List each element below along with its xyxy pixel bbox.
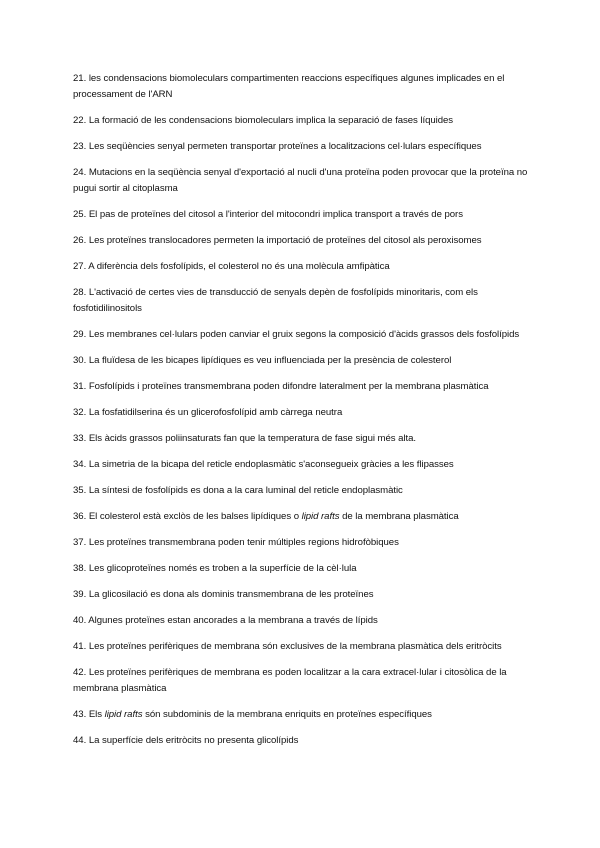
question-number: 39. xyxy=(73,589,87,600)
question-number: 29. xyxy=(73,329,87,340)
question-number: 27. xyxy=(73,261,87,272)
question-number: 23. xyxy=(73,141,87,152)
question-number: 36. xyxy=(73,511,87,522)
question-number: 35. xyxy=(73,485,87,496)
question-item xyxy=(73,639,533,655)
question-item xyxy=(73,285,533,317)
question-item xyxy=(73,483,533,499)
question-text: Les proteïnes translocadores permeten la importació de proteïnes del citosol als peroxisomes xyxy=(88,235,482,246)
question-number: 37. xyxy=(73,537,87,548)
question-item xyxy=(73,233,533,249)
question-text: L'activació de certes vies de transducció de senyals depèn de fosfolípids minoritaris, com els fosfotidilinositols xyxy=(73,287,478,314)
question-number: 31. xyxy=(73,381,87,392)
question-text: La síntesi de fosfolípids es dona a la cara luminal del reticle endoplasmàtic xyxy=(88,485,403,496)
question-text: La formació de les condensacions biomoleculars implica la separació de fases líquides xyxy=(88,115,454,126)
question-text: les condensacions biomoleculars compartimenten reaccions específiques algunes implicades en el processament de l'ARN xyxy=(73,73,505,100)
question-text: Els àcids grassos poliinsaturats fan que la temperatura de fase sigui més alta. xyxy=(88,433,417,444)
question-item xyxy=(73,535,533,551)
question-item xyxy=(73,733,533,749)
question-item xyxy=(73,707,533,723)
question-text-italic: lipid rafts xyxy=(301,511,340,522)
question-item xyxy=(73,71,533,103)
question-text: La fluïdesa de les bicapes lipídiques es veu influenciada per la presència de colesterol xyxy=(88,355,452,366)
question-text: Les proteïnes perifèriques de membrana són exclusives de la membrana plasmàtica dels eritròcits xyxy=(88,641,502,652)
question-number: 34. xyxy=(73,459,87,470)
question-text-before: Els xyxy=(88,709,105,720)
question-item xyxy=(73,139,533,155)
question-item xyxy=(73,561,533,577)
question-text-italic: lipid rafts xyxy=(104,709,143,720)
question-text: Les proteïnes perifèriques de membrana es poden localitzar a la cara extracel·lular i citosòlica de la membrana plasmàtica xyxy=(73,667,507,694)
question-item xyxy=(73,327,533,343)
question-item xyxy=(73,405,533,421)
question-text: El pas de proteïnes del citosol a l'interior del mitocondri implica transport a través de pors xyxy=(88,209,463,220)
question-number: 41. xyxy=(73,641,87,652)
question-text-after: són subdominis de la membrana enriquits en proteïnes específiques xyxy=(142,709,432,720)
question-number: 44. xyxy=(73,735,87,746)
question-text-before: El colesterol està exclòs de les balses lipídiques o xyxy=(88,511,302,522)
question-text: La glicosilació es dona als dominis transmembrana de les proteïnes xyxy=(88,589,374,600)
question-number: 33. xyxy=(73,433,87,444)
question-number: 24. xyxy=(73,167,87,178)
question-item xyxy=(73,509,533,525)
question-text: Les membranes cel·lulars poden canviar el gruix segons la composició d'àcids grassos dels fosfolípids xyxy=(88,329,520,340)
question-text: La fosfatidilserina és un glicerofosfolípid amb càrrega neutra xyxy=(88,407,343,418)
question-list xyxy=(73,71,533,759)
question-number: 28. xyxy=(73,287,87,298)
question-text: A diferència dels fosfolípids, el colesterol no és una molècula amfipàtica xyxy=(88,261,390,272)
question-number: 26. xyxy=(73,235,87,246)
question-number: 21. xyxy=(73,73,87,84)
question-number: 25. xyxy=(73,209,87,220)
question-item xyxy=(73,665,533,697)
question-number: 40. xyxy=(73,615,87,626)
question-number: 42. xyxy=(73,667,87,678)
question-item xyxy=(73,379,533,395)
question-text: La superfície dels eritròcits no presenta glicolípids xyxy=(88,735,299,746)
question-number: 38. xyxy=(73,563,87,574)
question-text: Fosfolípids i proteïnes transmembrana poden difondre lateralment per la membrana plasmàtica xyxy=(88,381,489,392)
question-text: Les seqüències senyal permeten transportar proteïnes a localitzacions cel·lulars específiques xyxy=(88,141,482,152)
question-item xyxy=(73,457,533,473)
question-item xyxy=(73,207,533,223)
question-text: Les glicoproteïnes només es troben a la superfície de la cèl·lula xyxy=(88,563,357,574)
question-text: La simetria de la bicapa del reticle endoplasmàtic s'aconsegueix gràcies a les flipasses xyxy=(88,459,454,470)
question-item xyxy=(73,613,533,629)
question-item xyxy=(73,431,533,447)
question-number: 43. xyxy=(73,709,87,720)
question-item xyxy=(73,165,533,197)
question-item xyxy=(73,353,533,369)
question-item xyxy=(73,587,533,603)
question-text: Algunes proteïnes estan ancorades a la membrana a través de lípids xyxy=(88,615,378,626)
question-text: Les proteïnes transmembrana poden tenir múltiples regions hidrofòbiques xyxy=(88,537,399,548)
question-text: Mutacions en la seqüència senyal d'exportació al nucli d'una proteïna poden provocar que la proteïna no pugui sortir al citoplasma xyxy=(73,167,528,194)
question-number: 30. xyxy=(73,355,87,366)
question-item xyxy=(73,259,533,275)
question-item xyxy=(73,113,533,129)
question-number: 32. xyxy=(73,407,87,418)
question-number: 22. xyxy=(73,115,87,126)
question-text-after: de la membrana plasmàtica xyxy=(339,511,459,522)
